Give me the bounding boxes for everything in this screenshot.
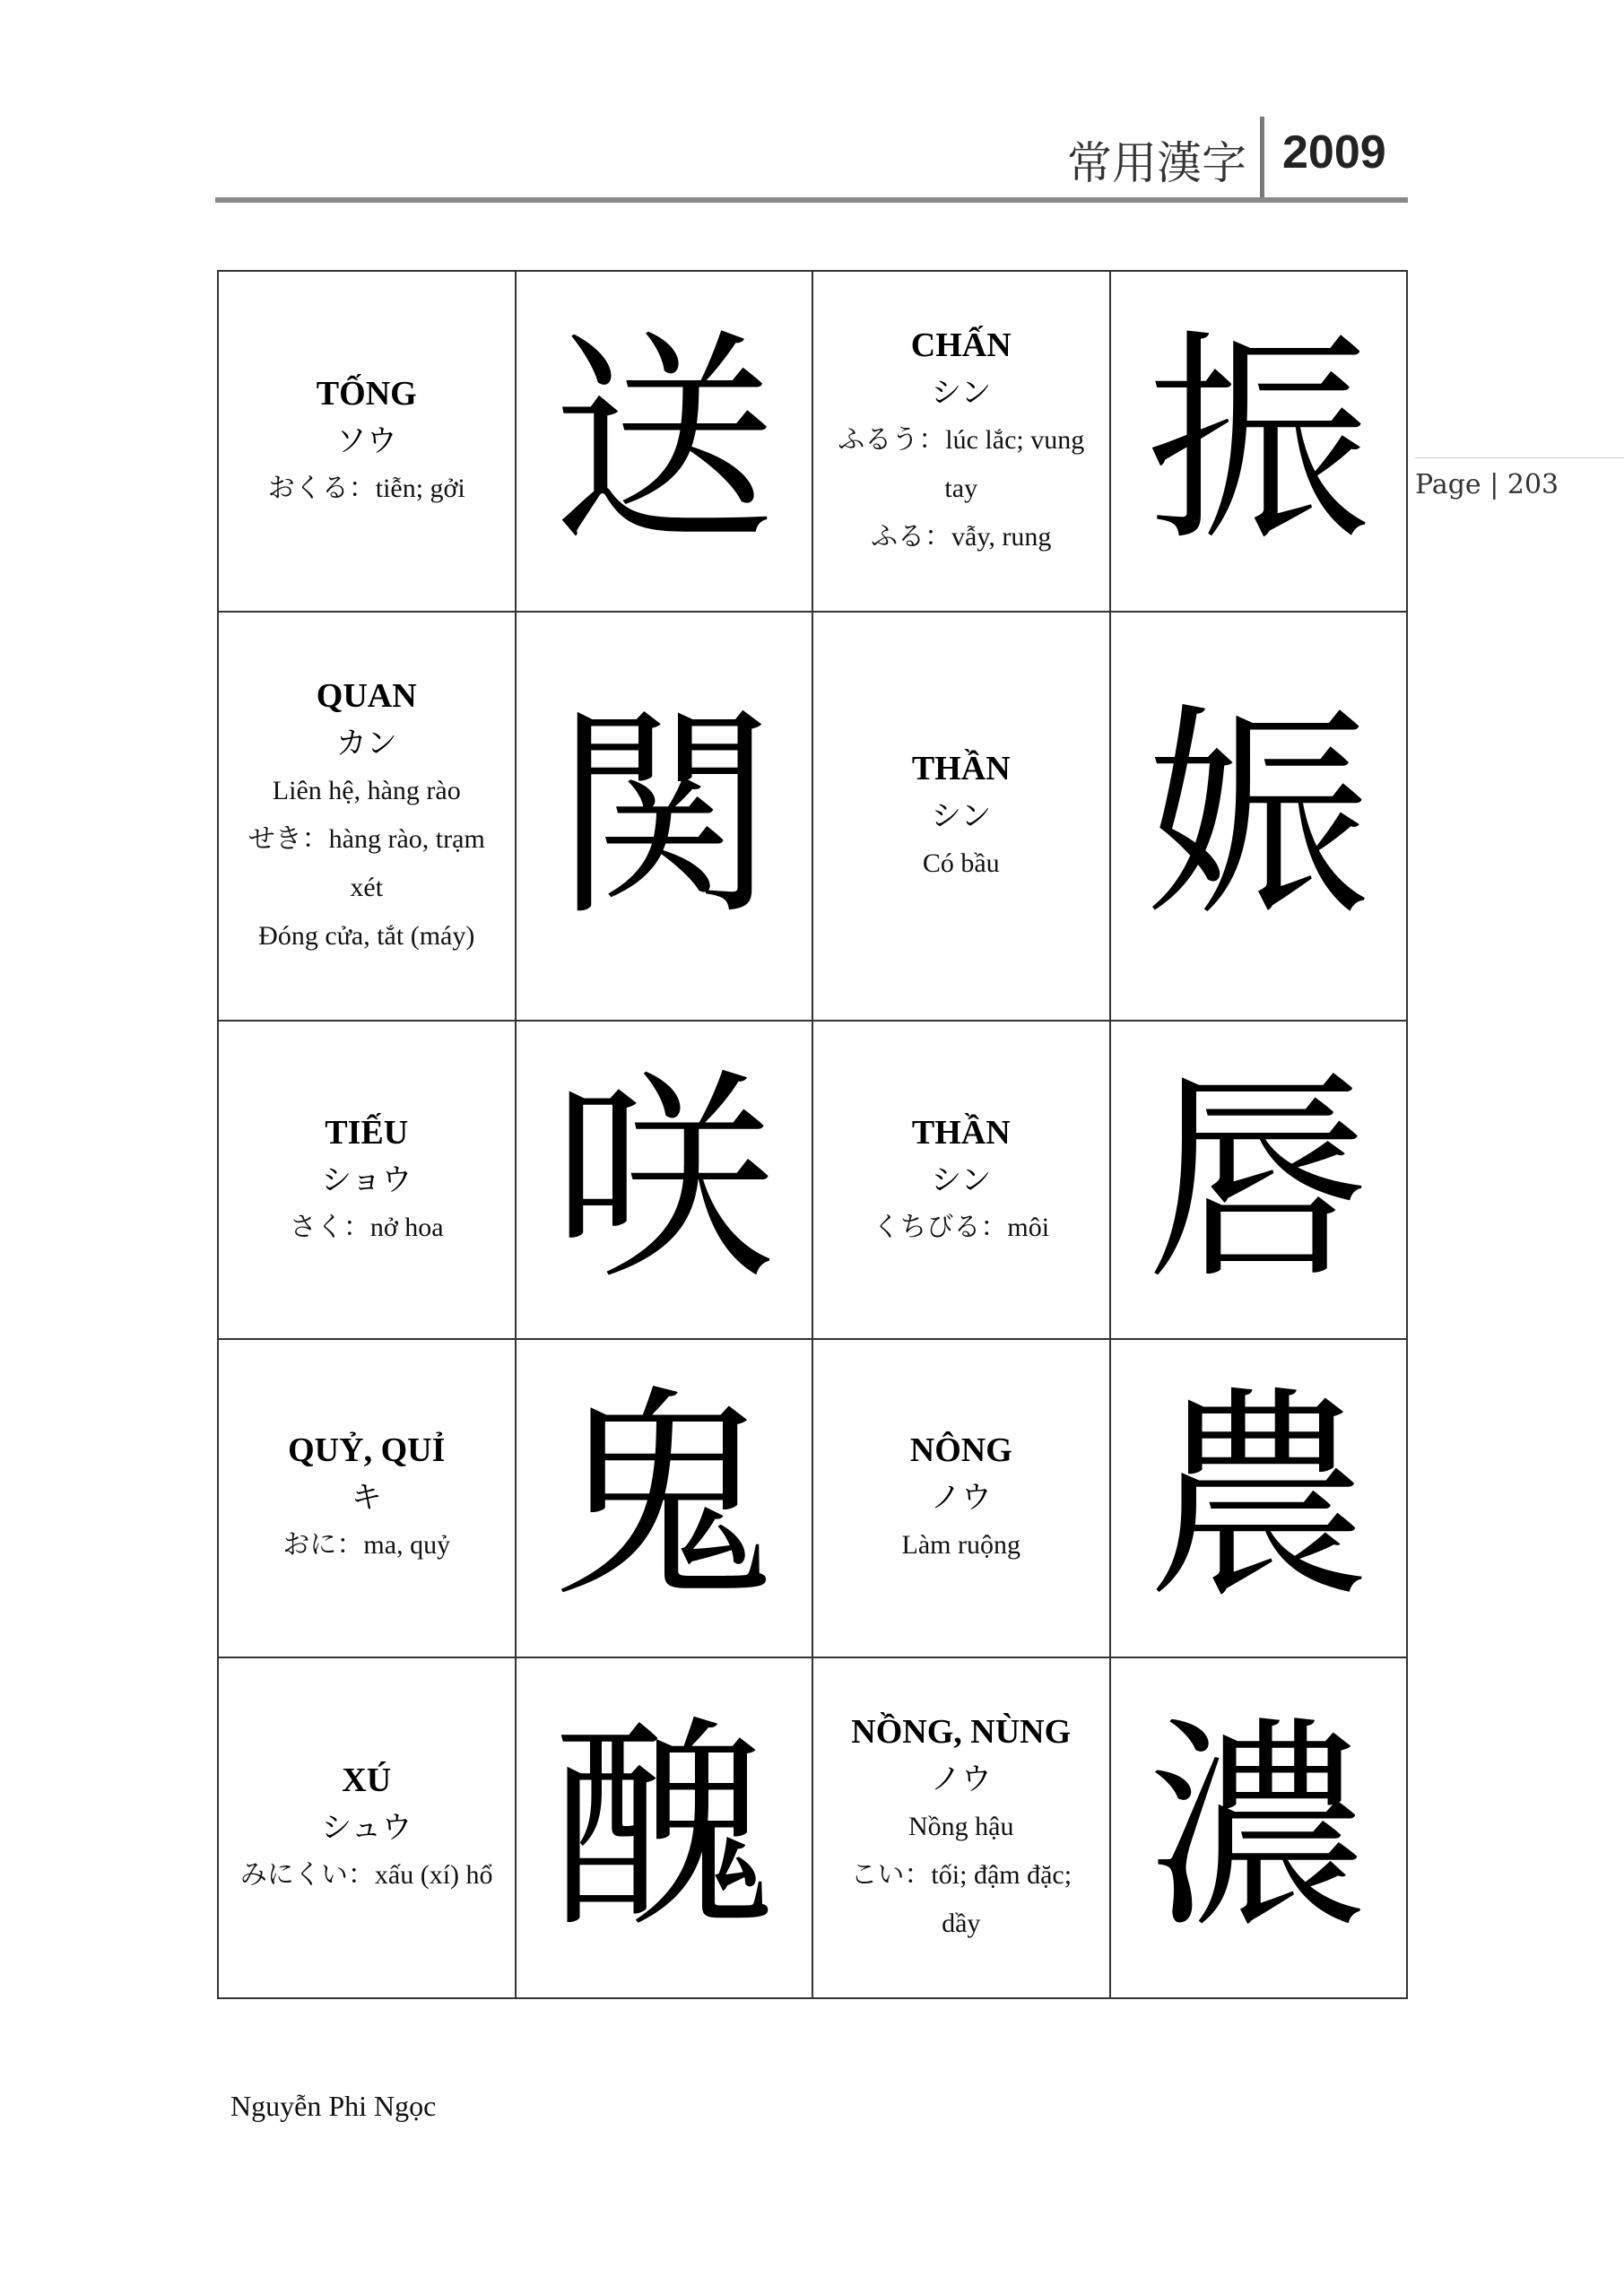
header-year: 2009 (1282, 126, 1386, 178)
kanji-definition-line: ふる：vẫy, rung (871, 522, 1052, 552)
kanji-glyph-cell (1110, 612, 1408, 1021)
kanji-definition-line: xét (350, 873, 384, 903)
kanji-glyph: 鬼 (551, 1367, 777, 1629)
kanji-glyph: 咲 (551, 1048, 777, 1310)
kanji-info-cell (218, 271, 516, 612)
header-divider (1260, 117, 1264, 201)
kanji-definition-line: Nồng hậu (908, 1811, 1014, 1841)
kanji-glyph-cell (1110, 1339, 1408, 1657)
kanji-info-cell (812, 1339, 1110, 1657)
kanji-on-reading: ショウ (321, 1161, 413, 1198)
kanji-definition-line: tay (944, 474, 978, 504)
kanji-on-reading: ノウ (930, 1761, 992, 1797)
table-row (218, 1339, 1407, 1657)
kanji-info-cell (218, 1021, 516, 1339)
kanji-reading-name: CHẤN (910, 326, 1012, 365)
kanji-info-cell (218, 1657, 516, 1998)
kanji-info-cell (812, 612, 1110, 1021)
kanji-definition-line: Liên hệ, hàng rào (272, 776, 461, 806)
kanji-on-reading: ノウ (930, 1480, 992, 1517)
kanji-glyph: 送 (551, 310, 777, 572)
kanji-glyph: 唇 (1146, 1048, 1371, 1310)
kanji-glyph-cell (1110, 1657, 1408, 1998)
page-number: Page | 203 (1415, 457, 1624, 500)
kanji-on-reading: シン (931, 1161, 992, 1198)
kanji-definition-line: こい：tối; đậm đặc; (850, 1859, 1073, 1890)
kanji-reading-name: NÔNG (909, 1431, 1012, 1470)
kanji-reading-name: THẦN (911, 1113, 1011, 1152)
kanji-on-reading: シン (931, 375, 992, 412)
table-row (218, 1657, 1407, 1998)
kanji-on-reading: キ (351, 1480, 382, 1517)
kanji-reading-name: QUAN (316, 677, 417, 716)
kanji-glyph: 農 (1146, 1367, 1371, 1629)
kanji-reading-name: TIẾU (325, 1113, 409, 1152)
kanji-on-reading: ソウ (335, 423, 397, 460)
kanji-glyph-cell (516, 1021, 813, 1339)
kanji-reading-name: QUỶ, QUỈ (288, 1431, 446, 1470)
kanji-info-cell (218, 612, 516, 1021)
kanji-definition-line: Làm ruộng (901, 1530, 1020, 1561)
kanji-info-cell (812, 271, 1110, 612)
kanji-definition-line: みにくい：xấu (xí) hổ (239, 1859, 493, 1890)
kanji-definition-line: さく：nở hoa (289, 1212, 444, 1242)
kanji-glyph: 振 (1146, 310, 1371, 572)
kanji-glyph-cell (516, 1657, 813, 1998)
kanji-info-cell (812, 1021, 1110, 1339)
kanji-glyph-cell (516, 1339, 813, 1657)
kanji-definition-line: おに：ma, quỷ (282, 1530, 451, 1561)
kanji-on-reading: シュウ (321, 1809, 413, 1846)
kanji-on-reading: カン (335, 726, 397, 762)
kanji-table (217, 270, 1408, 1999)
table-row (218, 612, 1407, 1021)
kanji-glyph: 醜 (551, 1696, 777, 1958)
kanji-info-cell (218, 1339, 516, 1657)
kanji-definition-line: くちびる：môi (873, 1212, 1050, 1242)
page-header (215, 117, 1408, 203)
header-title: 常用漢字 (1067, 137, 1246, 189)
kanji-glyph-cell (1110, 271, 1408, 612)
kanji-reading-name: TỐNG (316, 375, 417, 413)
kanji-definition-line: ふるう：lúc lắc; vung (838, 425, 1085, 456)
kanji-on-reading: シン (931, 798, 992, 835)
table-row (218, 1021, 1407, 1339)
kanji-definition-line: dầy (942, 1908, 981, 1938)
kanji-definition-line: おくる：tiễn; gởi (267, 474, 465, 504)
header-rule (215, 197, 1408, 203)
kanji-glyph: 関 (551, 685, 777, 947)
kanji-glyph: 娠 (1146, 685, 1371, 947)
kanji-reading-name: XÚ (342, 1761, 392, 1799)
kanji-glyph-cell (516, 271, 813, 612)
kanji-reading-name: THẦN (911, 750, 1011, 788)
kanji-glyph-cell (1110, 1021, 1408, 1339)
kanji-glyph: 濃 (1146, 1696, 1371, 1958)
kanji-definition-line: せき：hàng rào, trạm (248, 824, 485, 855)
kanji-info-cell (812, 1657, 1110, 1998)
kanji-reading-name: NỒNG, NÙNG (851, 1712, 1072, 1751)
footer-author: Nguyễn Phi Ngọc (230, 2090, 437, 2122)
kanji-glyph-cell (516, 612, 813, 1021)
kanji-definition-line: Có bầu (922, 848, 1000, 879)
kanji-definition-line: Đóng cửa, tắt (máy) (258, 921, 475, 952)
table-row (218, 271, 1407, 612)
